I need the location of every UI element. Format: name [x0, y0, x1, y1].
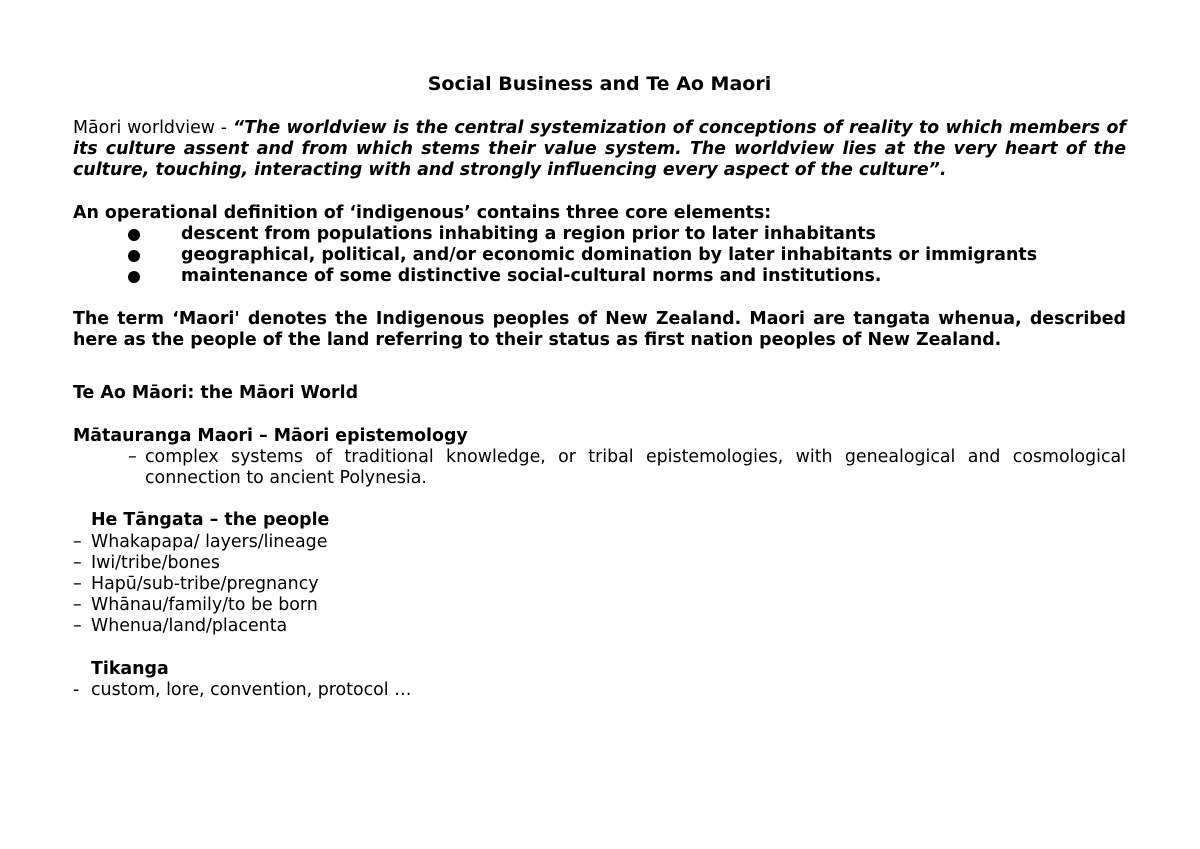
he-tangata-list [73, 532, 1126, 638]
dash-marker: – [128, 446, 137, 467]
list-item: descent from populations inhabiting a region prior to later inhabitants [73, 224, 1126, 245]
dash-marker: – [73, 531, 82, 552]
document-page [73, 72, 1126, 701]
tikanga-heading: Tikanga [91, 658, 169, 679]
maori-term-paragraph: The term ‘Maori' denotes the Indigenous peoples of New Zealand. Maori are tangata whenua, described here as the people of the land referring to their status as first nation peoples of New Zealand. [73, 308, 1126, 350]
he-tangata-section [73, 510, 1126, 531]
dash-marker: – [73, 616, 82, 637]
list-item: maintenance of some distinctive social-cultural norms and institutions. [73, 266, 1126, 287]
te-ao-heading: Te Ao Māori: the Māori World [73, 383, 359, 404]
document-title: Social Business and Te Ao Maori [427, 73, 772, 95]
list-item: – Whenua/land/placenta [73, 616, 288, 637]
dash-marker: – [73, 595, 82, 616]
list-item: – Hapū/sub-tribe/pregnancy [73, 574, 319, 594]
worldview-quote: “The worldview is the central systemization of conceptions of reality to which members of its culture assent and from which stems their value system. The worldview lies at the very heart of the culture, touching, interacting with and strongly influencing every aspect of the culture”. [73, 118, 1126, 181]
indigenous-intro: An operational definition of ‘indigenous’ contains three core elements: [73, 202, 772, 223]
bullet-icon [128, 250, 140, 262]
dash-marker: - [73, 680, 80, 700]
tikanga-item: - custom, lore, convention, protocol … [73, 680, 412, 700]
dash-marker: – [73, 574, 82, 594]
list-item: – Whānau/family/to be born [73, 595, 318, 616]
he-tangata-heading: He Tāngata – the people [91, 510, 330, 531]
indigenous-bullet-list [73, 224, 1126, 288]
list-item: – Whakapapa/ layers/lineage [73, 531, 328, 552]
bullet-icon [128, 271, 140, 283]
list-item: – Iwi/tribe/bones [73, 552, 220, 573]
list-item: geographical, political, and/or economic domination by later inhabitants or immigrants [73, 245, 1126, 266]
matauranga-item: – complex systems of traditional knowledge, or tribal epistemologies, with genealogical and cosmological connection to ancient Polynesia. [128, 446, 1126, 488]
dash-marker: – [73, 552, 82, 573]
worldview-lead: Māori worldview - [73, 118, 233, 138]
bullet-icon [128, 229, 140, 241]
worldview-paragraph [73, 118, 1126, 182]
matauranga-heading: Mātauranga Maori – Māori epistemology [73, 425, 468, 446]
tikanga-section [73, 659, 1126, 680]
